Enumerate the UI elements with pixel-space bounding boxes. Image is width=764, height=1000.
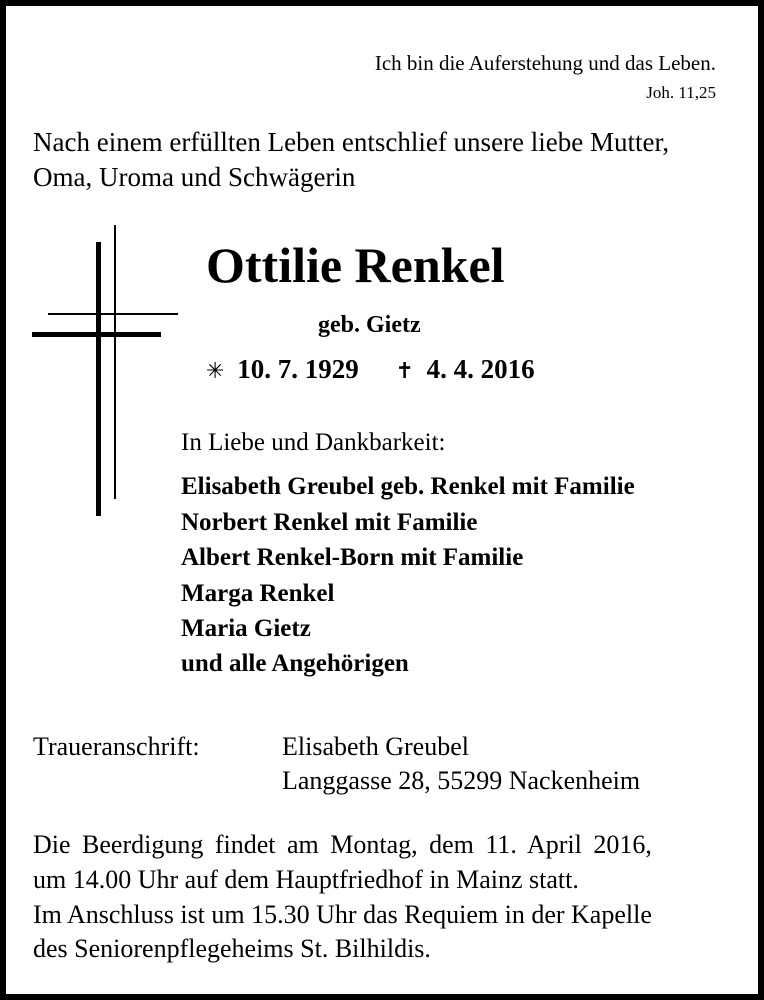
mourner: Albert Renkel-Born mit Familie [181, 544, 524, 571]
birth-date: 10. 7. 1929 [237, 354, 359, 384]
mourner: Marga Renkel [181, 580, 335, 607]
funeral-line-4: des Seniorenpflegeheims St. Bilhildis. [33, 934, 431, 963]
funeral-line-2: um 14.00 Uhr auf dem Hauptfriedhof in Mainz statt. [33, 865, 579, 894]
life-dates [206, 356, 535, 383]
funeral-line-1: Die Beerdigung findet am Montag, dem 11. April 2016, [33, 830, 652, 859]
maiden-name: geb. Gietz [318, 312, 421, 338]
address-label: Traueranschrift: [33, 732, 200, 761]
mourners-intro: In Liebe und Dankbarkeit: [181, 429, 446, 456]
death-date: 4. 4. 2016 [426, 354, 535, 384]
quote-text: Ich bin die Auferstehung und das Leben. [374, 51, 716, 75]
intro-line-1: Nach einem erfüllten Leben entschlief unsere liebe Mutter, [33, 127, 670, 157]
funeral-line-3: Im Anschluss ist um 15.30 Uhr das Requiem in der Kapelle [33, 900, 652, 929]
mourner: und alle Angehörigen [181, 650, 409, 677]
mourner: Elisabeth Greubel geb. Renkel mit Familie [181, 473, 635, 500]
birth-star-icon: ✳ [206, 359, 225, 384]
intro-line-2: Oma, Uroma und Schwägerin [33, 162, 356, 192]
mourner: Maria Gietz [181, 615, 311, 642]
death-cross-icon: ✝ [395, 359, 414, 384]
deceased-name: Ottilie Renkel [206, 237, 505, 293]
address-street: Langgasse 28, 55299 Nackenheim [282, 766, 641, 795]
address-name: Elisabeth Greubel [282, 732, 469, 761]
quote-source: Joh. 11,25 [646, 83, 716, 102]
mourner: Norbert Renkel mit Familie [181, 509, 478, 536]
